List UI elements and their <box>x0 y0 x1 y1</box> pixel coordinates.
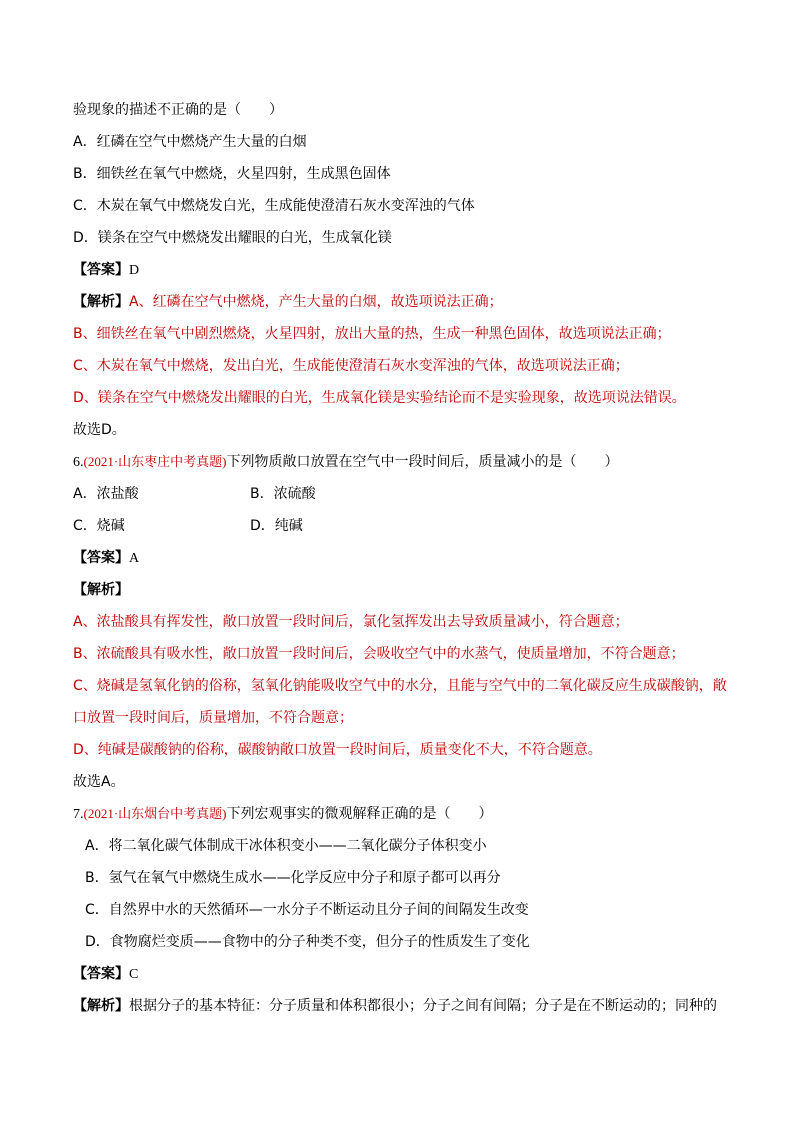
analysis-tag: 【解析】 <box>73 294 129 310</box>
question-stem: 下列物质敞口放置在空气中一段时间后，质量减小的是（ ） <box>226 454 619 470</box>
q7-option-c: C．自然界中水的天然循环—一水分子不断运动且分子间的间隔发生改变 <box>85 902 529 918</box>
analysis-text: 根据分子的基本特征：分子质量和体积都很小；分子之间有间隔；分子是在不断运动的；同种的 <box>129 998 717 1014</box>
answer-value: C <box>129 967 139 982</box>
q6-option-a: A．浓盐酸 <box>73 486 139 502</box>
q6-option-b: B．浓硫酸 <box>250 486 316 502</box>
q6-analysis-line-4: 口放置一段时间后，质量增加，不符合题意； <box>73 710 353 726</box>
q5-conclusion: 故选D。 <box>73 422 126 438</box>
q6-options-row-2 <box>73 516 473 536</box>
q6-option-d: D．纯碱 <box>250 518 303 534</box>
q5-option-d: D．镁条在空气中燃烧发出耀眼的白光，生成氧化镁 <box>73 230 392 246</box>
question-number: 6. <box>73 455 84 470</box>
q7-option-a: A．将二氧化碳气体制成干冰体积变小——二氧化碳分子体积变小 <box>85 838 487 854</box>
answer-tag: 【答案】 <box>73 966 129 982</box>
q5-analysis-line-1 <box>73 292 503 312</box>
q5-analysis-line-3: C、木炭在氧气中燃烧，发出白光，生成能使澄清石灰水变浑浊的气体，故选项说法正确； <box>73 358 629 374</box>
answer-tag: 【答案】 <box>73 550 129 566</box>
analysis-tag: 【解析】 <box>73 998 129 1014</box>
q6-options-row-1 <box>73 484 473 504</box>
q6-stem-line <box>73 452 619 472</box>
q7-stem-line <box>73 804 493 824</box>
q7-analysis-line-1 <box>73 996 717 1016</box>
q5-option-b: B．细铁丝在氧气中燃烧，火星四射，生成黑色固体 <box>73 166 391 182</box>
answer-tag: 【答案】 <box>73 262 129 278</box>
q5-analysis-line-2: B、细铁丝在氧气中剧烈燃烧，火星四射，放出大量的热，生成一种黑色固体，故选项说法正确； <box>73 326 671 342</box>
analysis-text: A、红磷在空气中燃烧，产生大量的白烟，故选项说法正确； <box>129 294 503 310</box>
answer-value: D <box>129 263 140 278</box>
q5-option-c: C．木炭在氧气中燃烧发白光，生成能使澄清石灰水变浑浊的气体 <box>73 198 475 214</box>
question-number: 7. <box>73 807 84 822</box>
q7-answer-line <box>73 964 138 984</box>
question-stem: 下列宏观事实的微观解释正确的是（ ） <box>226 806 493 822</box>
q6-analysis-line-3: C、烧碱是氢氧化钠的俗称，氢氧化钠能吸收空气中的水分，且能与空气中的二氧化碳反应生成碳酸钠，敞 <box>73 678 727 694</box>
q6-analysis-line-2: B、浓硫酸具有吸水性，敞口放置一段时间后，会吸收空气中的水蒸气，使质量增加，不符合题意； <box>73 646 685 662</box>
q7-option-b: B．氢气在氧气中燃烧生成水——化学反应中分子和原子都可以再分 <box>85 870 501 886</box>
q6-answer-line <box>73 548 139 568</box>
q7-option-d: D．食物腐烂变质——食物中的分子种类不变，但分子的性质发生了变化 <box>85 934 530 950</box>
q6-analysis-line-1: A、浓盐酸具有挥发性，敞口放置一段时间后，氯化氢挥发出去导致质量减小，符合题意； <box>73 614 629 630</box>
answer-value: A <box>129 551 140 566</box>
q6-option-c: C．烧碱 <box>73 518 125 534</box>
q5-answer-line <box>73 260 139 280</box>
q5-stem: 验现象的描述不正确的是（ ） <box>73 102 283 118</box>
q6-conclusion: 故选A。 <box>73 774 125 790</box>
q6-analysis-line-5: D、纯碱是碳酸钠的俗称，碳酸钠敞口放置一段时间后，质量变化不大，不符合题意。 <box>73 742 602 758</box>
q5-option-a: A．红磷在空气中燃烧产生大量的白烟 <box>73 134 307 150</box>
q6-analysis-tag: 【解析】 <box>73 582 129 598</box>
q5-analysis-line-4: D、镁条在空气中燃烧发出耀眼的白光，生成氧化镁是实验结论而不是实验现象，故选项说法错误。 <box>73 390 686 406</box>
question-source: (2021·山东烟台中考真题) <box>83 806 227 821</box>
question-source: (2021·山东枣庄中考真题) <box>83 454 227 469</box>
